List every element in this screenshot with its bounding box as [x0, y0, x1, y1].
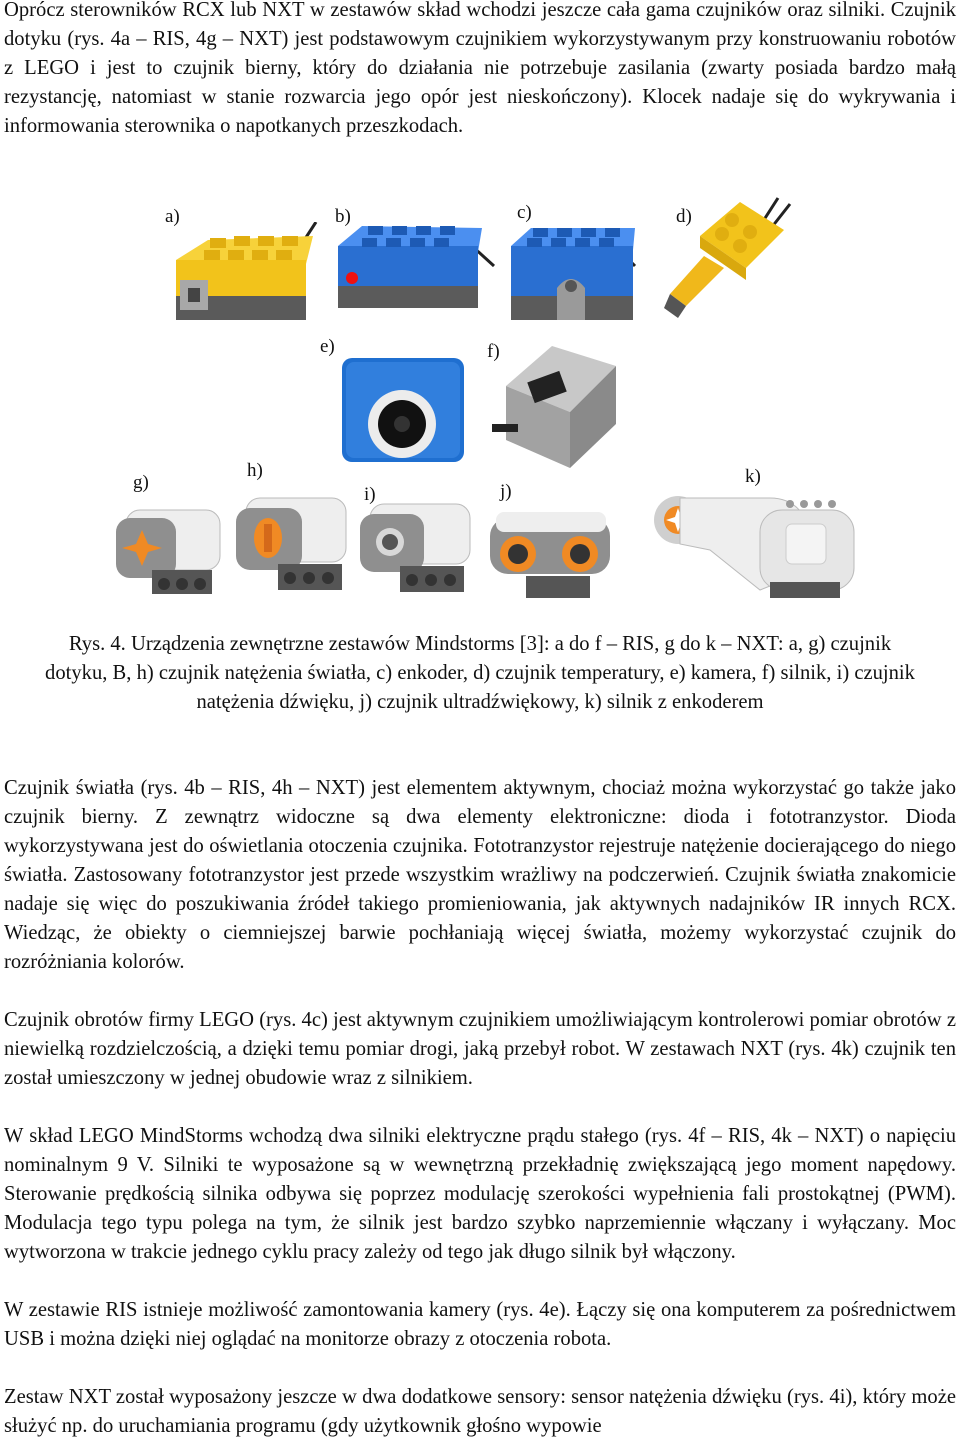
paragraph-rotation-sensor: Czujnik obrotów firmy LEGO (rys. 4c) jest aktywnym czujnikiem umożliwiającym kontrolerowi pomiar obrotów z niewielką rozdzielczością, a dzięki temu pomiar drogi, jaką przebył robot. W zestawach NXT (rys. 4k) czujnik ten został umieszczony w jednej obudowie wraz z silnikiem.: [4, 1009, 956, 1089]
figure-label-i: i): [364, 484, 376, 505]
paragraph-nxt-sensors: Zestaw NXT został wyposażony jeszcze w dwa dodatkowe sensory: sensor natężenia dźwięku (rys. 4i), który może służyć np. do uruchamiania programu (gdy użytkownik głośno wypowie: [4, 1386, 956, 1437]
figure-label-f: f): [487, 341, 500, 362]
touch-sensor-nxt-image: [112, 504, 224, 600]
temperature-sensor-image: [660, 196, 800, 326]
paragraph-light-sensor: Czujnik światła (rys. 4b – RIS, 4h – NXT) jest elementem aktywnym, chociaż można wykorzystać go także jako czujnik bierny. Z zewnątrz widoczne są dwa elementy elektroniczne: dioda i fototranzystor. Dioda wykorzystywana jest do oświetlania otoczenia czujnika. Fototranzystor rejestruje natężenie docierającego do niego światła. Zastosowany fototranzystor jest przede wszystkim wrażliwy na podczerwień. Czujnik światła znakomicie nadaje się więc do poszukiwania źródeł takiego promieniowania, jak aktywnych nadajników IR innych RCX. Wiedząc, że obiekty o ciemniejszej barwie pochłaniają więcej światła, możemy wykorzystać czujnik do rozróżniania kolorów.: [4, 777, 956, 973]
figure-caption: Rys. 4. Urządzenia zewnętrzne zestawów Mindstorms [3]: a do f – RIS, g do k – NXT: a, g) czujnik dotyku, B, h) czujnik natężenia światła, c) enkoder, d) czujnik temperatury, e) kamera, f) silnik, i) czujnik natężenia dźwięku, j) czujnik ultradźwiękowy, k) silnik z enkoderem: [45, 633, 915, 713]
figure-label-a: a): [165, 206, 180, 227]
light-sensor-ris-image: [332, 216, 497, 316]
figure-label-g: g): [133, 472, 149, 493]
light-sensor-nxt-image: [232, 494, 352, 598]
figure-label-d: d): [676, 206, 692, 227]
ultrasonic-sensor-nxt-image: [486, 508, 616, 604]
figure-label-h: h): [247, 460, 263, 481]
motor-with-encoder-nxt-image: [650, 490, 860, 605]
paragraph-motors: W skład LEGO MindStorms wchodzą dwa silniki elektryczne prądu stałego (rys. 4f – RIS, 4k – NXT) o napięciu nominalnym 9 V. Silniki te wyposażone są w wewnętrzną przekładnię zwiększającą jego moment napędowy. Sterowanie prędkością silnika odbywa się poprzez modulację szerokości wypełnienia fali prostokątnej (PWM). Modulacja tego typu polega na tym, że silnik jest bardzo szybko naprzemiennie włączany i wyłączany. Moc wytworzona w trakcie jednego cyklu pracy zależy od tego jak długo silnik był włączony.: [4, 1125, 956, 1263]
rotation-sensor-image: [505, 216, 640, 328]
motor-ris-image: [486, 336, 621, 472]
sound-sensor-nxt-image: [356, 500, 476, 598]
touch-sensor-ris-image: [168, 222, 318, 332]
figure-label-b: b): [335, 206, 351, 227]
figure-label-j: j): [500, 481, 512, 502]
figure-label-k: k): [745, 466, 761, 487]
figure-label-c: c): [517, 202, 532, 223]
paragraph-touch-sensor: Oprócz sterowników RCX lub NXT w zestawów skład wchodzi jeszcze cała gama czujników oraz silniki. Czujnik dotyku (rys. 4a – RIS, 4g – NXT) jest podstawowym czujnikiem wykorzystywanym przy konstruowaniu robotów z LEGO i jest to czujnik bierny, który do działania nie potrzebuje zasilania (zwarty posiada bardzo małą rezystancję, natomiast w stanie rozwarcia jego opór jest nieskończony). Klocek nadaje się do wykrywania i informowania sterownika o napotkanych przeszkodach.: [4, 0, 956, 137]
camera-image: [332, 352, 472, 470]
paragraph-camera: W zestawie RIS istnieje możliwość zamontowania kamery (rys. 4e). Łączy się ona komputerem za pośrednictwem USB i można dzięki niej oglądać na monitorze obrazy z otoczenia robota.: [4, 1299, 956, 1350]
figure-label-e: e): [320, 336, 335, 357]
